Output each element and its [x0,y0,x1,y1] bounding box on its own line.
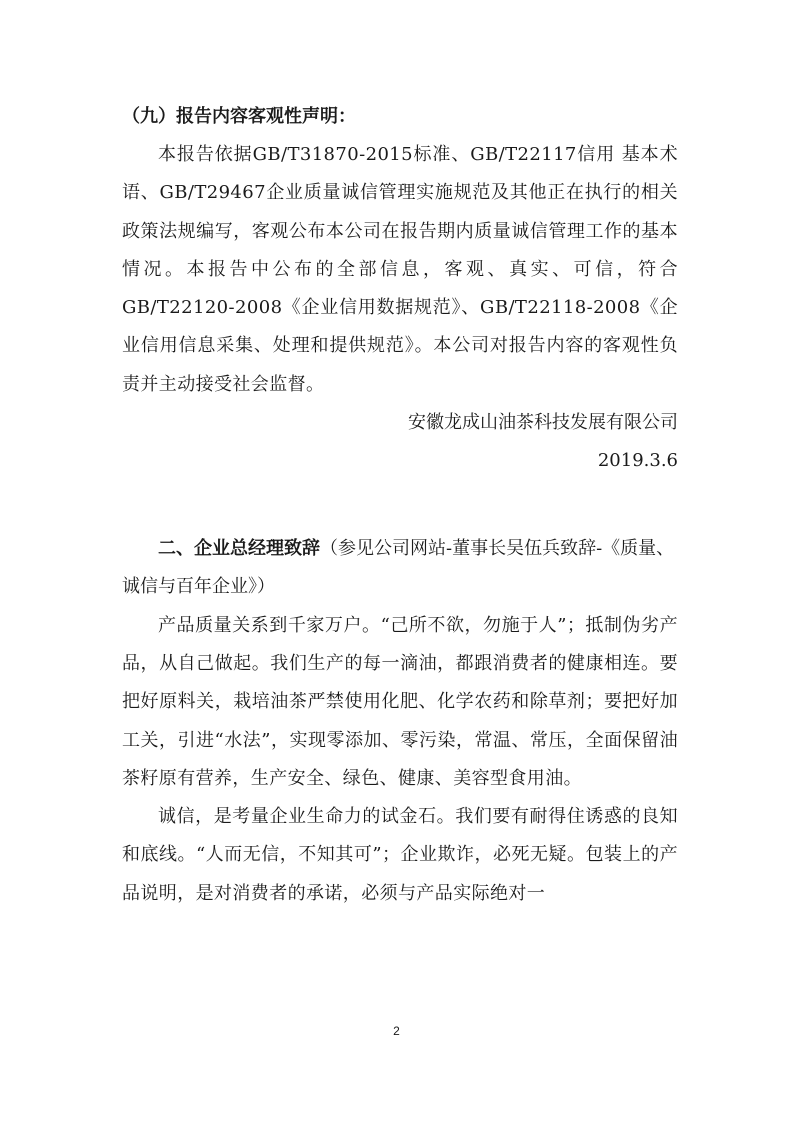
section2-paragraph-2: 诚信，是考量企业生命力的试金石。我们要有耐得住诱惑的良知和底线。“人而无信，不知其可”；企业欺诈，必死无疑。包装上的产品说明，是对消费者的承诺，必须与产品实际绝对一 [122,806,678,904]
section2-title-bold: 二、企业总经理致辞 [158,538,320,560]
section2-title [122,530,678,607]
signature-date: 2019.3.6 [597,450,678,472]
section9-heading: （九）报告内容客观性声明： [122,106,356,127]
page-content [122,98,678,913]
page-number: 2 [393,1024,400,1038]
section2-title-note: （参见公司网站-董事长吴伍兵致辞-《质量、诚信与百年企业》） [122,538,675,598]
section2-paragraph-1: 产品质量关系到千家万户。“己所不欲，勿施于人”；抵制伪劣产品，从自己做起。我们生产的每一滴油，都跟消费者的健康相连。要把好原料关，栽培油茶严禁使用化肥、化学农药和除草剂；要把好加工关，引进“水法”，实现零添加、零污染，常温、常压，全面保留油茶籽原有营养，生产安全、绿色、健康、美容型食用油。 [122,614,678,789]
company-signature: 安徽龙成山油茶科技发展有限公司 [408,412,678,434]
section9-paragraph: 本报告依据GB/T31870-2015标准、GB/T22117信用 基本术语、GB/T29467企业质量诚信管理实施规范及其他正在执行的相关政策法规编写，客观公布本公司在报告期内质量诚信管理工作的基本情况。本报告中公布的全部信息，客观、真实、可信，符合GB/T22120-2008《企业信用数据规范》、GB/T22118-2008《企业信用信息采集、处理和提供规范》。本公司对报告内容的客观性负责并主动接受社会监督。 [122,144,678,395]
section-gap [122,480,678,530]
